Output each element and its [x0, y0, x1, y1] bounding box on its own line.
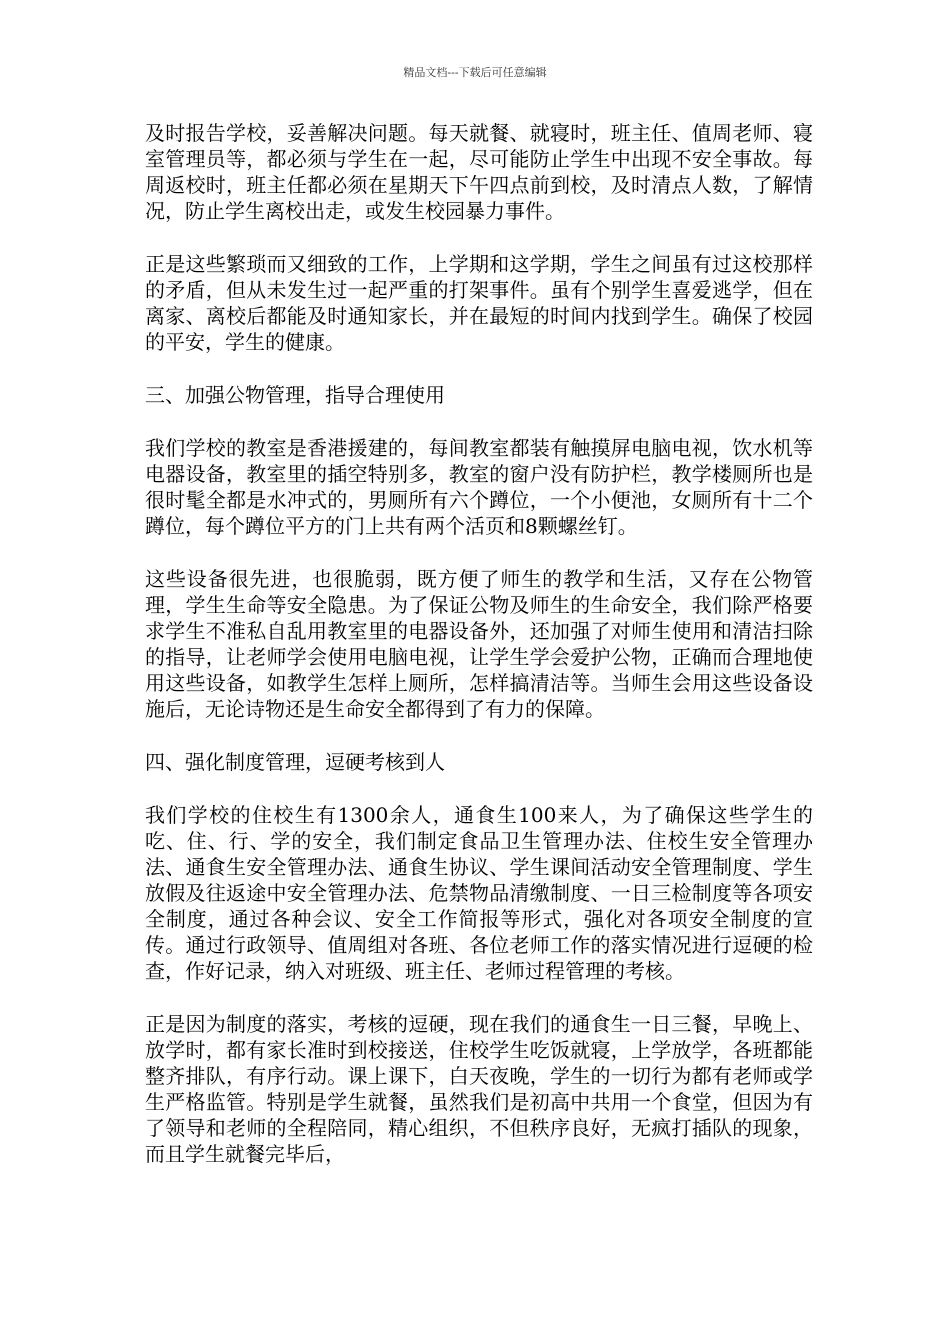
paragraph-2: 正是这些繁琐而又细致的工作，上学期和这学期，学生之间虽有过这校那样的矛盾，但从未发生过一起严重的打架事件。虽有个别学生喜爱逃学，但在离家、离校后都能及时通知家长，并在最短的时间内找到学生。确保了校园的平安，学生的健康。: [145, 252, 813, 354]
document-body: [145, 120, 813, 1167]
paragraph-4: 我们学校的教室是香港援建的，每间教室都装有触摸屏电脑电视，饮水机等电器设备，教室里的插空特别多，教室的窗户没有防护栏，教学楼厕所也是很时髦全都是水冲式的，男厕所有六个蹲位，一个小便池，女厕所有十二个蹲位，每个蹲位平方的门上共有两个活页和8颗螺丝钉。: [145, 436, 813, 538]
section-heading-4: 四、强化制度管理，逗硬考核到人: [145, 750, 445, 774]
section-heading-3: 三、加强公物管理，指导合理使用: [145, 383, 445, 407]
paragraph-5: 这些设备很先进，也很脆弱，既方便了师生的教学和生活，又存在公物管理，学生生命等安全隐患。为了保证公物及师生的生命安全，我们除严格要求学生不准私自乱用教室里的电器设备外，还加强了对师生使用和清洁扫除的指导，让老师学会使用电脑电视，让学生学会爱护公物，正确而合理地使用这些设备，如教学生怎样上厕所，怎样搞清洁等。当师生会用这些设备设施后，无论诗物还是生命安全都得到了有力的保障。: [145, 567, 813, 721]
paragraph-1: 及时报告学校，妥善解决问题。每天就餐、就寝时，班主任、值周老师、寝室管理员等，都必须与学生在一起，尽可能防止学生中出现不安全事故。每周返校时，班主任都必须在星期天下午四点前到校，及时清点人数，了解情况，防止学生离校出走，或发生校园暴力事件。: [145, 121, 813, 223]
paragraph-8: 正是因为制度的落实，考核的逗硬，现在我们的通食生一日三餐，早晚上、放学时，都有家长准时到校接送，住校学生吃饭就寝，上学放学，各班都能整齐排队，有序行动。课上课下，白天夜晚，学生的一切行为都有老师或学生严格监管。特别是学生就餐，虽然我们是初高中共用一个食堂，但因为有了领导和老师的全程陪同，精心组织，不但秩序良好，无疯打插队的现象，而且学生就餐完毕后，: [145, 1012, 813, 1166]
page-header: 精品文档---下载后可任意编辑: [403, 66, 547, 79]
paragraph-7: 我们学校的住校生有1300余人，通食生100来人，为了确保这些学生的吃、住、行、学的安全，我们制定食品卫生管理办法、住校生安全管理办法、通食生安全管理办法、通食生协议、学生课间活动安全管理制度、学生放假及往返途中安全管理办法、危禁物品清缴制度、一日三检制度等各项安全制度，通过各种会议、安全工作简报等形式，强化对各项安全制度的宣传。通过行政领导、值周组对各班、各位老师工作的落实情况进行逗硬的检查，作好记录，纳入对班级、班主任、老师过程管理的考核。: [145, 803, 813, 983]
